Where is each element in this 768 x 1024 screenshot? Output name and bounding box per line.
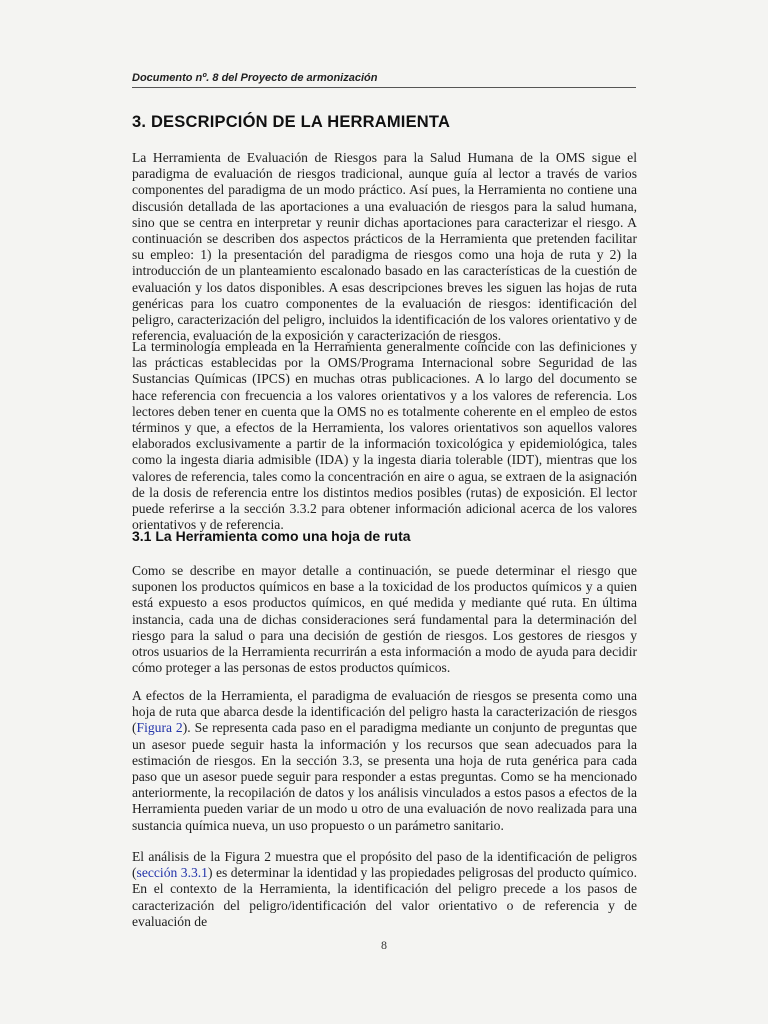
running-header: Documento nº. 8 del Proyecto de armonización	[132, 72, 378, 84]
paragraph-2: La terminología empleada en la Herramienta generalmente coincide con las definiciones y las prácticas establecidas por la OMS/Programa Internacional sobre Seguridad de las Sustancias Químicas (IPCS) en muchas otras publicaciones. A lo largo del documento se hace referencia con frecuencia a los valores orientativos y a los valores de referencia. Los lectores deben tener en cuenta que la OMS no es totalmente coherente en el empleo de estos términos y que, a efectos de la Herramienta, los valores orientativos son aquellos valores elaborados exclusivamente a partir de la información toxicológica y epidemiológica, tales como la ingesta diaria admisible (IDA) y la ingesta diaria tolerable (IDT), mientras que los valores de referencia, tales como la concentración en aire o agua, se extraen de la asignación de la dosis de referencia entre los distintos medios posibles (rutas) de exposición. El lector puede referirse a la sección 3.3.2 para obtener información adicional acerca de los valores orientativos y de referencia.	[132, 339, 637, 533]
section-3-3-1-link[interactable]: sección 3.3.1	[136, 865, 208, 881]
paragraph-5-text-a: El análisis de la Figura 2 muestra que el propósito del paso de la identificación de peligros (	[132, 849, 637, 881]
paragraph-4	[132, 688, 637, 834]
section-title: 3. DESCRIPCIÓN DE LA HERRAMIENTA	[132, 113, 451, 131]
header-rule	[132, 87, 636, 88]
subsection-title: 3.1 La Herramienta como una hoja de ruta	[132, 528, 411, 544]
figure-2-link[interactable]: Figura 2	[136, 720, 183, 736]
paragraph-5	[132, 849, 637, 930]
page-number: 8	[381, 938, 387, 952]
paragraph-1: La Herramienta de Evaluación de Riesgos para la Salud Humana de la OMS sigue el paradigma de evaluación de riesgos tradicional, aunque guía al lector a través de varios componentes del paradigma de un modo práctico. Así pues, la Herramienta no contiene una discusión detallada de las aportaciones a una evaluación de riesgos para la salud humana, sino que se centra en interpretar y reunir dichas aportaciones para caracterizar el riesgo. A continuación se describen dos aspectos prácticos de la Herramienta que pretenden facilitar su empleo: 1) la presentación del paradigma de riesgos como una hoja de ruta y 2) la introducción de un planteamiento escalonado basado en las características de la cuestión de evaluación y los datos disponibles. A esas descripciones breves les siguen las hojas de ruta genéricas para los cuatro componentes de la evaluación de riesgos: identificación del peligro, caracterización del peligro, incluidos la identificación de los valores orientativo y de referencia, evaluación de la exposición y caracterización de riesgos.	[132, 150, 637, 344]
paragraph-4-text-a: A efectos de la Herramienta, el paradigma de evaluación de riesgos se presenta como una hoja de ruta que abarca desde la identificación del peligro hasta la caracterización de riesgos (	[132, 688, 637, 736]
paragraph-3: Como se describe en mayor detalle a continuación, se puede determinar el riesgo que suponen los productos químicos en base a la toxicidad de los productos químicos y a quien está expuesto a esos productos químicos, en qué medida y mediante qué ruta. En última instancia, cada una de dichas consideraciones será fundamental para la determinación del riesgo para la salud o para una decisión de gestión de riesgos. Los gestores de riesgos y otros usuarios de la Herramienta recurrirán a esta información a modo de ayuda para decidir cómo proteger a las personas de estos productos químicos.	[132, 563, 637, 676]
paragraph-5-text-b: ) es determinar la identidad y las propiedades peligrosas del producto químico. En el contexto de la Herramienta, la identificación del peligro precede a los pasos de caracterización del peligro/identificación del valor orientativo o de referencia y de evaluación de	[132, 865, 637, 929]
paragraph-4-text-b: ). Se representa cada paso en el paradigma mediante un conjunto de preguntas que un asesor puede seguir hasta la información y los recursos que sean adecuados para la estimación de riesgos. En la sección 3.3, se presenta una hoja de ruta genérica para cada paso que un asesor puede seguir para responder a estas preguntas. Como se ha mencionado anteriormente, la recopilación de datos y los análisis vinculados a estos pasos a efectos de la Herramienta pueden variar de un modo u otro de una evaluación de novo realizada para una sustancia química nueva, un uso propuesto o un parámetro sanitario.	[132, 720, 638, 833]
